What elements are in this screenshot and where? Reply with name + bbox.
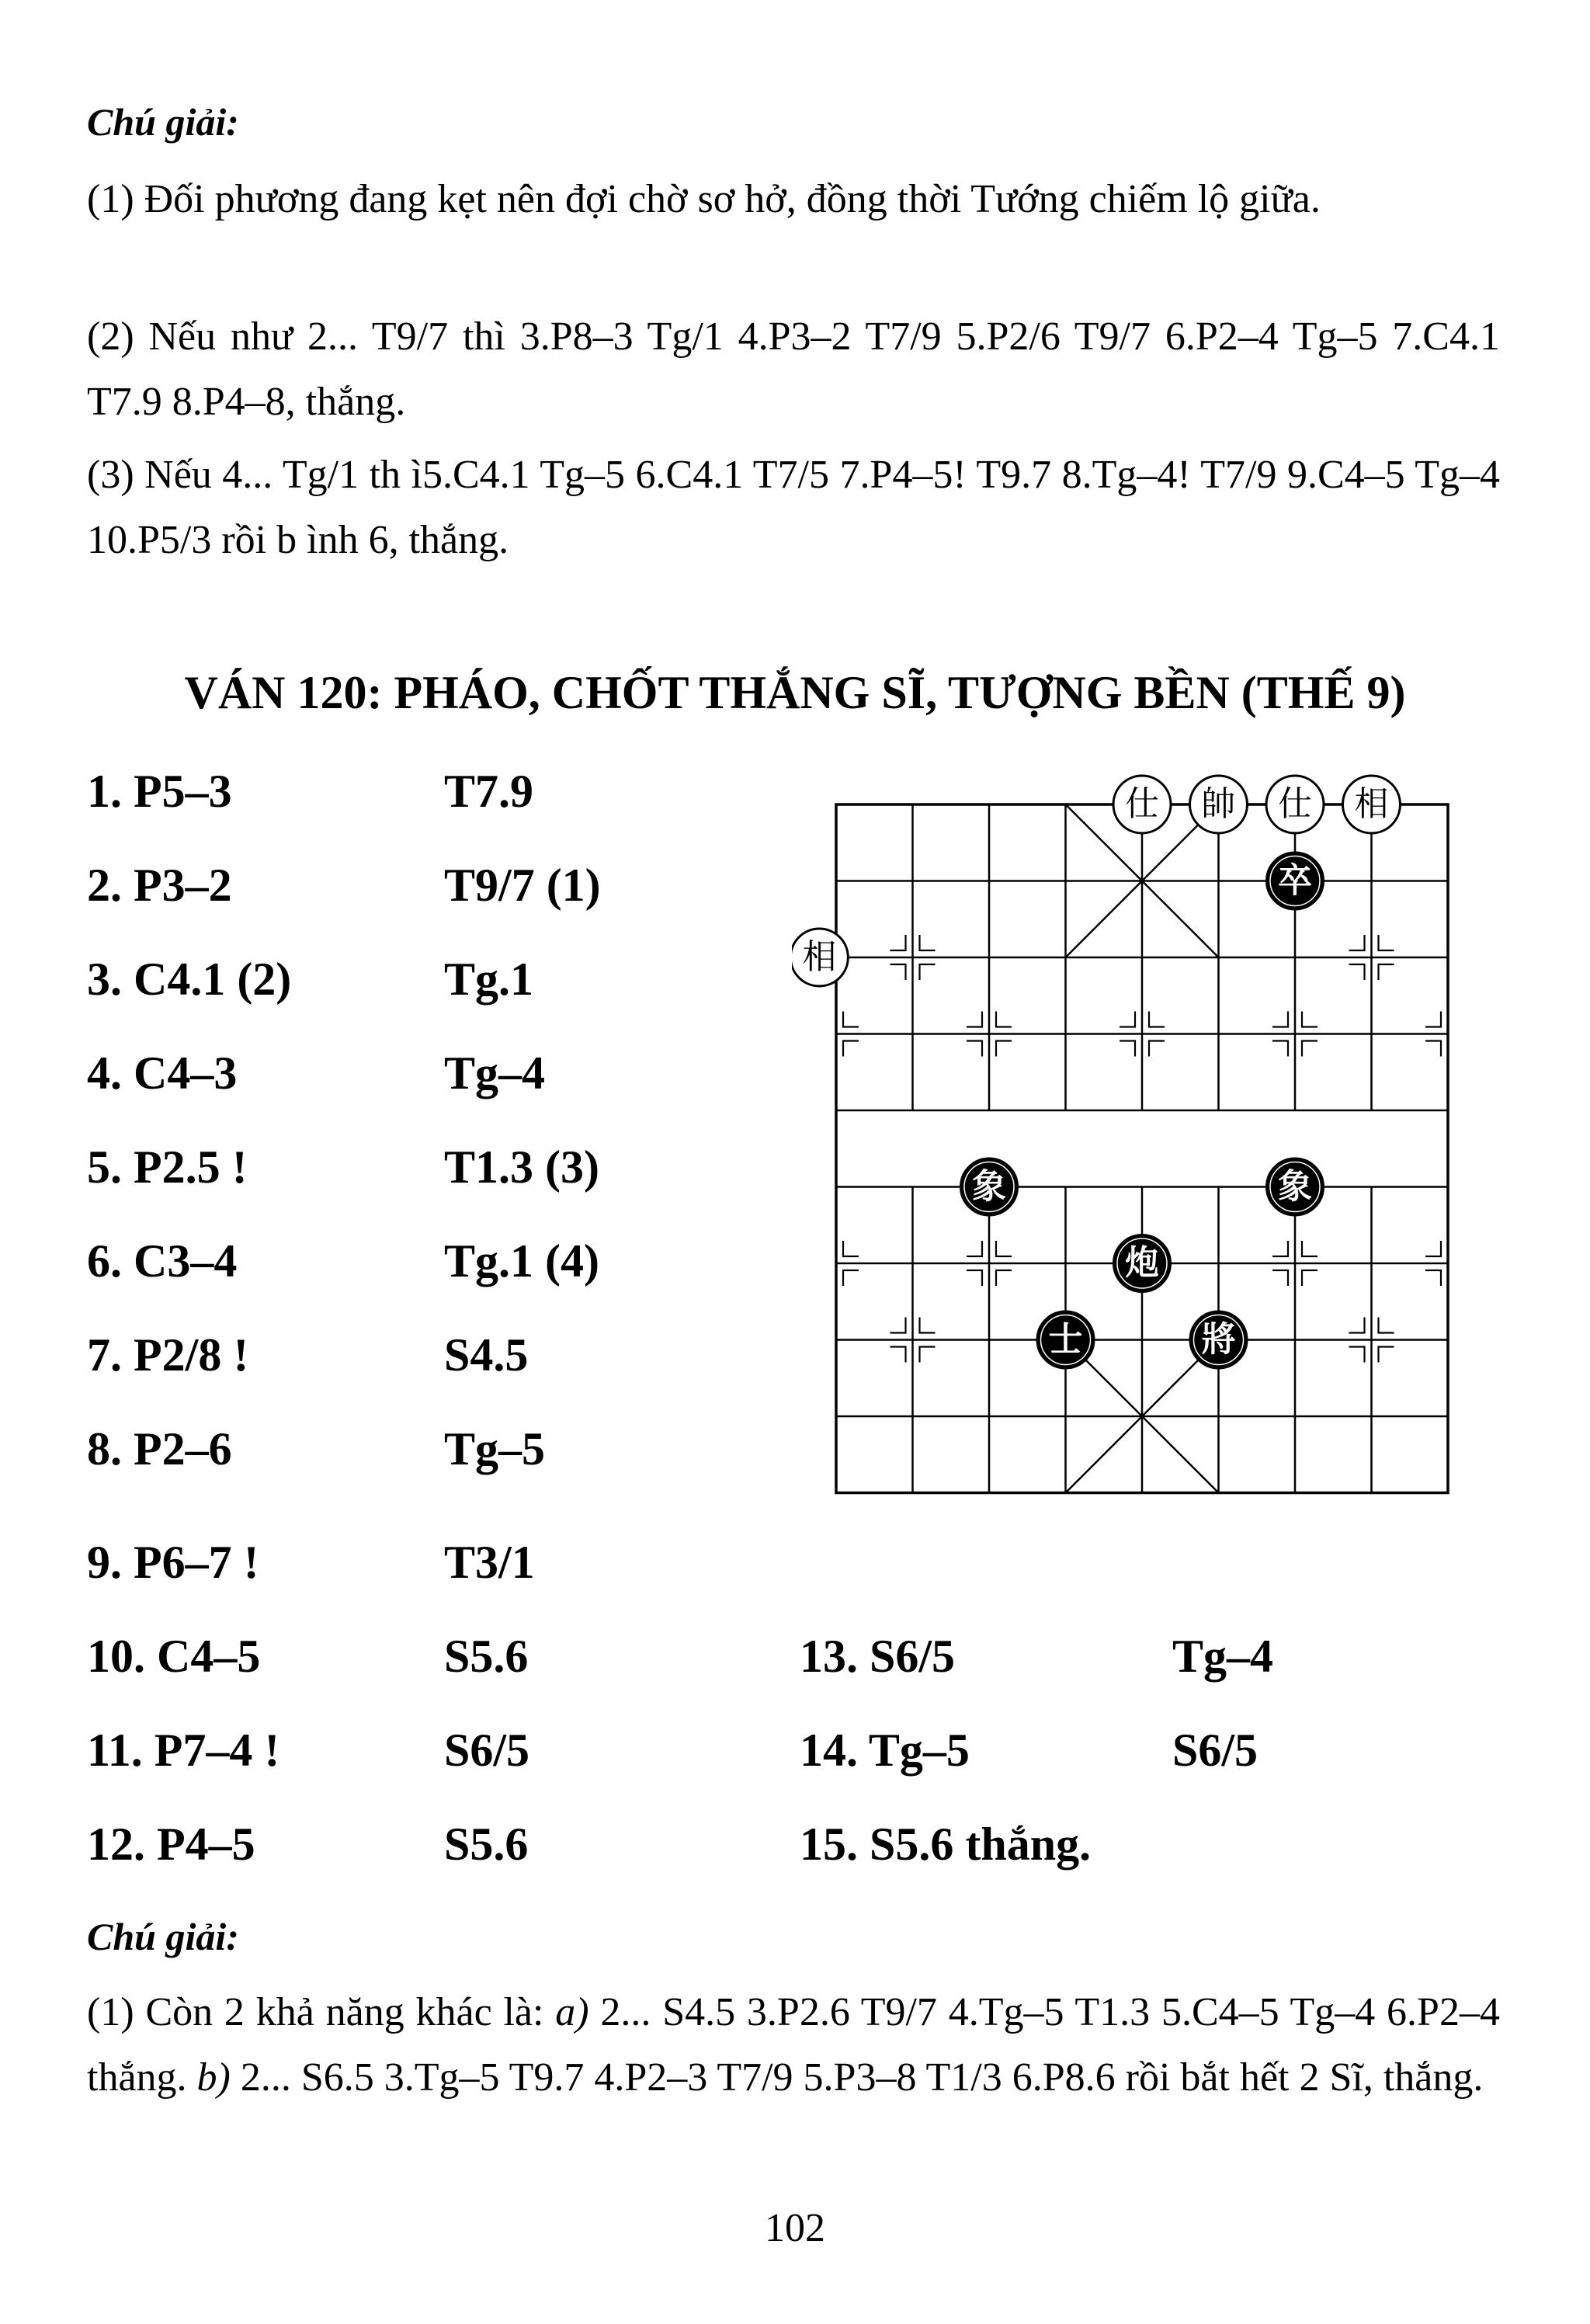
move-white: 11. P7–4 ! — [87, 1725, 280, 1776]
piece-glyph: 仕 — [1278, 784, 1312, 824]
piece-glyph: 相 — [802, 937, 837, 977]
position-mark — [920, 935, 936, 950]
position-mark — [843, 1041, 859, 1057]
position-mark — [1272, 1270, 1288, 1286]
piece-glyph: 仕 — [1125, 784, 1159, 824]
move-black: Tg–4 — [1172, 1631, 1274, 1682]
red-general-piece — [1190, 776, 1248, 833]
position-mark — [890, 1347, 906, 1363]
red-advisor-piece — [1113, 776, 1171, 833]
move-black: T3/1 — [444, 1537, 535, 1588]
move-white: 12. P4–5 — [87, 1819, 255, 1870]
position-mark — [920, 964, 936, 980]
red-elephant-piece — [792, 929, 848, 986]
position-mark — [1379, 1347, 1394, 1363]
piece-glyph: 將 — [1201, 1319, 1236, 1360]
note-2-top: (2) Nếu như 2... T9/7 thì 3.P8–3 Tg/1 4.P3–2 T7/9 5.P2/6 T9/7 6.P2–4 Tg–5 7.C4.1 T7.9 8.P4–8, thắng. — [87, 314, 1500, 424]
move-black: S6/5 — [1172, 1725, 1258, 1776]
board-pieces — [792, 776, 1401, 1369]
move-white: 6. C3–4 — [87, 1235, 238, 1287]
position-mark — [1349, 1318, 1365, 1333]
position-mark — [1272, 1041, 1288, 1057]
position-mark — [843, 1270, 859, 1286]
position-mark — [1272, 1012, 1288, 1027]
position-mark — [1302, 1012, 1317, 1027]
position-mark — [890, 935, 906, 950]
position-mark — [1120, 1012, 1135, 1027]
move-white: 8. P2–6 — [87, 1423, 232, 1475]
note-3-top: (3) Nếu 4... Tg/1 th ì5.C4.1 Tg–5 6.C4.1 T7/5 7.P4–5! T9.7 8.Tg–4! T7/9 9.C4–5 Tg–4 10.P5/3 rồi b ình 6, thắng. — [87, 453, 1500, 562]
note-label-a: a) — [555, 1990, 589, 2034]
piece-glyph: 象 — [1278, 1166, 1312, 1207]
black-elephant-piece — [960, 1159, 1018, 1216]
piece-glyph: 相 — [1354, 784, 1389, 824]
piece-glyph: 卒 — [1278, 860, 1312, 901]
move-white: 15. S5.6 thắng. — [800, 1819, 1092, 1870]
position-mark — [996, 1012, 1012, 1027]
position-mark — [967, 1041, 982, 1057]
move-white: 5. P2.5 ! — [87, 1141, 248, 1193]
move-white: 14. Tg–5 — [800, 1725, 970, 1776]
move-black: S4.5 — [444, 1329, 529, 1381]
position-mark — [1425, 1270, 1441, 1286]
position-mark — [1425, 1012, 1441, 1027]
piece-glyph: 象 — [972, 1166, 1006, 1207]
piece-glyph: 帥 — [1201, 784, 1236, 824]
position-mark — [967, 1012, 982, 1027]
position-mark — [1149, 1012, 1165, 1027]
game-title: VÁN 120: PHÁO, CHỐT THẮNG SĨ, TƯỢNG BỀN (THẾ 9) — [184, 667, 1406, 718]
move-white: 13. S6/5 — [800, 1631, 956, 1682]
black-soldier-piece — [1266, 853, 1324, 910]
position-mark — [1379, 1318, 1394, 1333]
position-mark — [1149, 1041, 1165, 1057]
board-grid — [836, 804, 1448, 1493]
note-text: 2... S6.5 3.Tg–5 T9.7 4.P2–3 T7/9 5.P3–8 T1/3 6.P8.6 rồi bắt hết 2 Sĩ, thắng. — [230, 2055, 1484, 2100]
red-advisor-piece — [1266, 776, 1324, 833]
notes-heading-top: Chú giải: — [87, 100, 239, 144]
position-mark — [996, 1041, 1012, 1057]
move-white: 4. C4–3 — [87, 1047, 238, 1099]
piece-glyph: 炮 — [1125, 1243, 1159, 1283]
move-black: T1.3 (3) — [444, 1141, 599, 1193]
position-mark — [1349, 1347, 1365, 1363]
note-text: 2... S4.5 3.P2.6 T9/7 4.Tg–5 T1.3 5.C4–5 Tg–4 6.P2–4 thắng. — [87, 1990, 1500, 2100]
position-mark — [1302, 1270, 1317, 1286]
position-mark — [967, 1241, 982, 1256]
position-mark — [967, 1270, 982, 1286]
move-black: Tg.1 — [444, 954, 534, 1005]
black-general-piece — [1190, 1311, 1248, 1369]
move-white: 3. C4.1 (2) — [87, 954, 292, 1005]
position-mark — [996, 1270, 1012, 1286]
position-mark — [1120, 1041, 1135, 1057]
red-elephant-piece — [1343, 776, 1401, 833]
move-white: 9. P6–7 ! — [87, 1537, 259, 1588]
note-label-b: b) — [196, 2055, 231, 2100]
black-advisor-piece — [1037, 1311, 1095, 1369]
note-1-top: (1) Đối phương đang kẹt nên đợi chờ sơ hở, đồng thời Tướng chiếm lộ giữa. — [87, 177, 1321, 221]
move-white: 1. P5–3 — [87, 766, 232, 817]
position-mark — [1272, 1241, 1288, 1256]
move-black: T7.9 — [444, 766, 534, 817]
position-mark — [843, 1241, 859, 1256]
position-mark — [890, 1318, 906, 1333]
position-mark — [1349, 964, 1365, 980]
position-mark — [1425, 1241, 1441, 1256]
position-mark — [996, 1241, 1012, 1256]
move-black: Tg–4 — [444, 1047, 546, 1099]
position-mark — [1379, 935, 1394, 950]
notes-heading-bottom: Chú giải: — [87, 1915, 239, 1958]
move-white: 7. P2/8 ! — [87, 1329, 249, 1381]
position-mark — [1425, 1041, 1441, 1057]
position-mark — [890, 964, 906, 980]
move-white: 10. C4–5 — [87, 1631, 261, 1682]
move-white: 2. P3–2 — [87, 860, 232, 911]
black-cannon-piece — [1113, 1235, 1171, 1292]
note-1-bottom — [87, 1980, 1500, 2110]
position-mark — [1302, 1041, 1317, 1057]
position-mark — [920, 1347, 936, 1363]
move-black: S5.6 — [444, 1631, 529, 1682]
position-mark — [920, 1318, 936, 1333]
move-black: T9/7 (1) — [444, 860, 601, 911]
piece-glyph: 士 — [1048, 1319, 1083, 1360]
position-mark — [1302, 1241, 1317, 1256]
move-black: S6/5 — [444, 1725, 530, 1776]
move-black: Tg.1 (4) — [444, 1235, 599, 1287]
xiangqi-board-diagram — [792, 761, 1475, 1506]
move-black: Tg–5 — [444, 1423, 546, 1475]
position-mark — [843, 1012, 859, 1027]
move-black: S5.6 — [444, 1819, 529, 1870]
black-elephant-piece — [1266, 1159, 1324, 1216]
position-mark — [1379, 964, 1394, 980]
note-text: (1) Còn 2 khả năng khác là: — [87, 1990, 556, 2034]
position-mark — [1349, 935, 1365, 950]
page-number: 102 — [765, 2206, 825, 2250]
